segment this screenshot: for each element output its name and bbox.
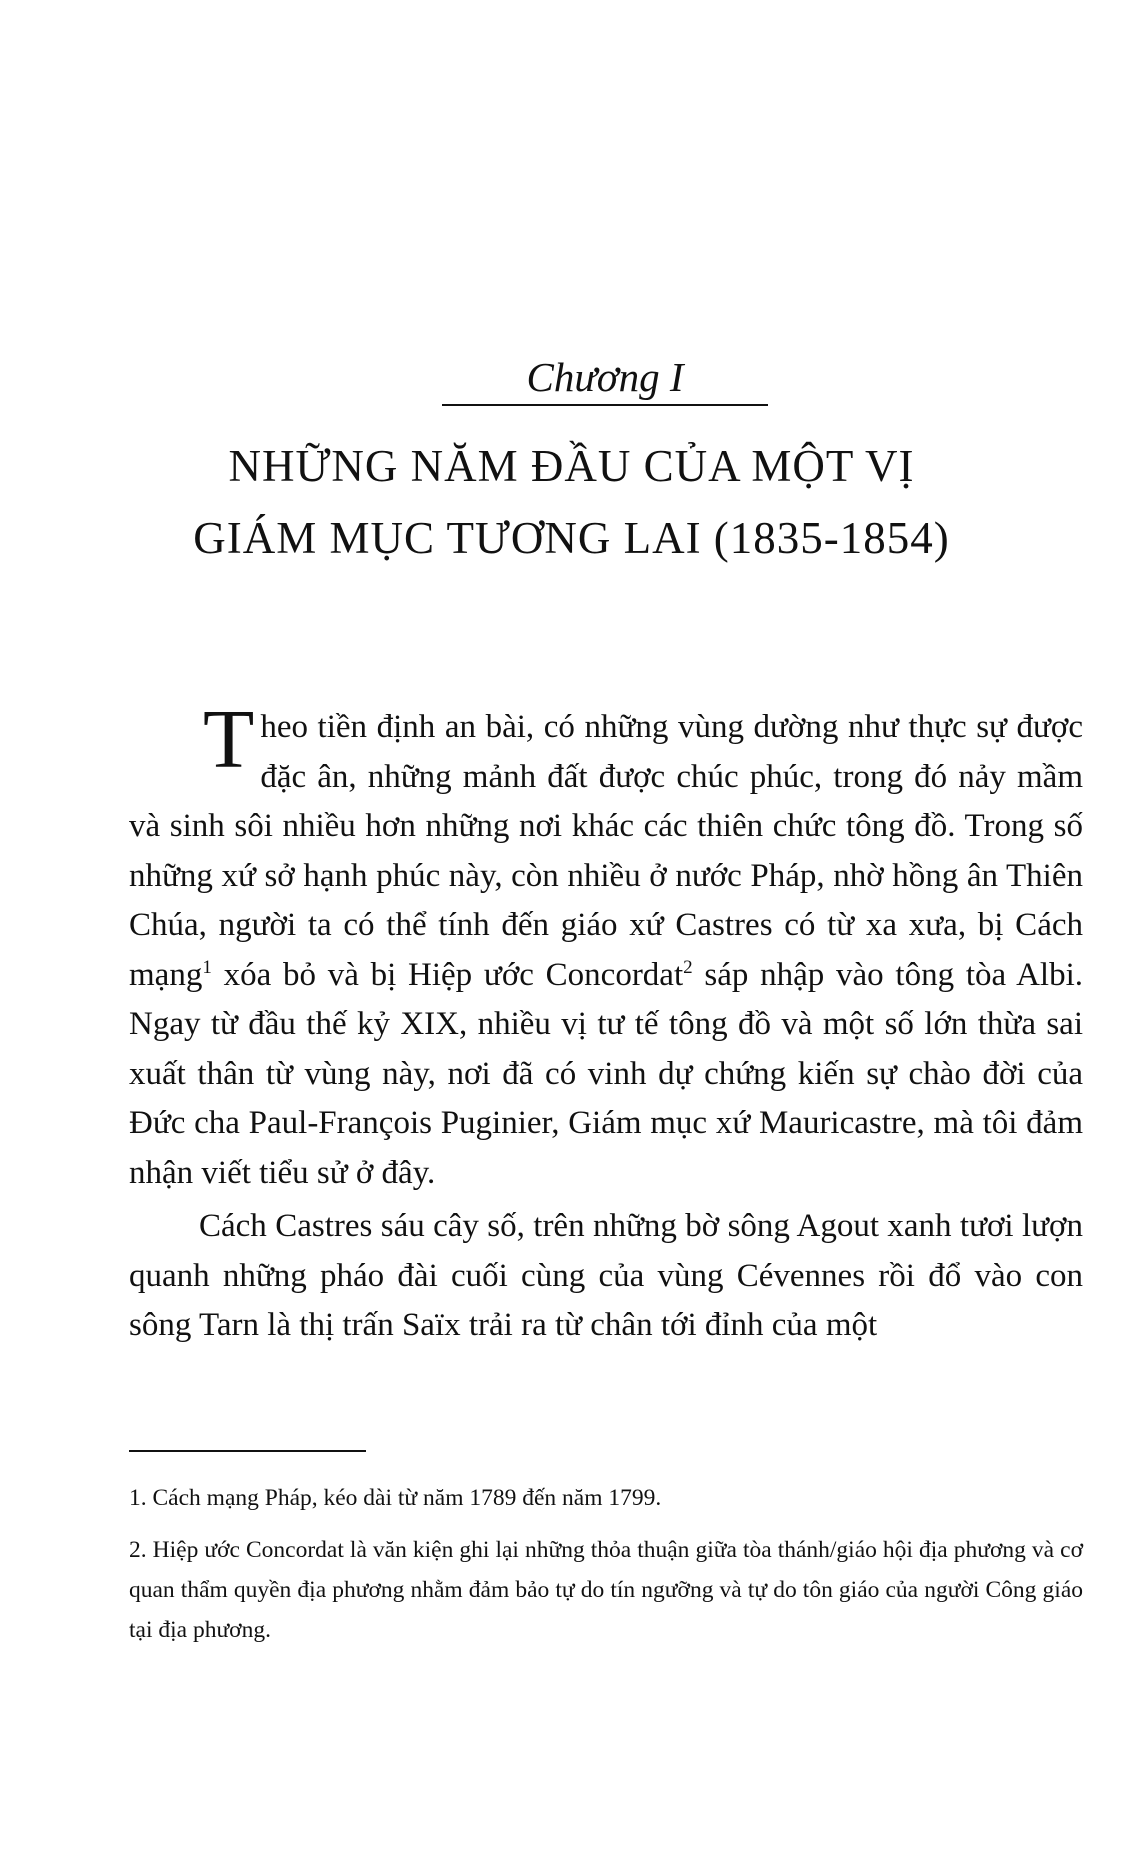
footnote-ref-1: 1 <box>202 956 212 978</box>
footnote-2: 2. Hiệp ước Concordat là văn kiện ghi lại những thỏa thuận giữa tòa thánh/giáo hội địa phương và cơ quan thẩm quyền địa phương nhằm đảm bảo tự do tín ngưỡng và tự do tôn giáo của người Công giáo tại địa phương. <box>129 1537 1083 1643</box>
paragraph-2: Cách Castres sáu cây số, trên những bờ sông Agout xanh tươi lượn quanh những pháo đài cuối cùng của vùng Cévennes rồi đổ vào con sông Tarn là thị trấn Saïx trải ra từ chân tới đỉnh của một <box>129 1208 1083 1343</box>
body-text <box>129 693 1083 1355</box>
drop-cap: T <box>203 693 255 786</box>
chapter-title-line-2: GIÁM MỤC TƯƠNG LAI (1835-1854) <box>193 513 950 563</box>
paragraph-1 <box>129 693 1083 1198</box>
footnote-ref-2: 2 <box>683 956 693 978</box>
paragraph-1-text-b: xóa bỏ và bị Hiệp ước Concordat <box>211 956 684 993</box>
footnotes <box>129 1478 1083 1662</box>
chapter-label: Chương I <box>526 354 684 400</box>
footnote-divider <box>129 1450 366 1452</box>
chapter-heading <box>442 352 768 406</box>
paragraph-1-text-c: sáp nhập vào tông tòa Albi. Ngay từ đầu thế kỷ XIX, nhiều vị tư tế tông đồ và một số lớn thừa sai xuất thân từ vùng này, nơi đã có vinh dự chứng kiến sự chào đời của Đức cha Paul-François Puginier, Giám mục xứ Mauricastre, mà tôi đảm nhận viết tiểu sử ở đây. <box>129 956 1083 1191</box>
chapter-title-line-1: NHỮNG NĂM ĐẦU CỦA MỘT VỊ <box>228 441 915 491</box>
chapter-underline <box>442 404 768 406</box>
footnote-1: 1. Cách mạng Pháp, kéo dài từ năm 1789 đến năm 1799. <box>129 1485 662 1511</box>
chapter-title <box>170 430 973 574</box>
paragraph-1-text-a: heo tiền định an bài, có những vùng dường như thực sự được đặc ân, những mảnh đất được chúc phúc, trong đó nảy mầm và sinh sôi nhiều hơn những nơi khác các thiên chức tông đồ. Trong số những xứ sở hạnh phúc này, còn nhiều ở nước Pháp, nhờ hồng ân Thiên Chúa, người ta có thể tính đến giáo xứ Castres có từ xa xưa, bị Cách mạng <box>129 709 1083 993</box>
